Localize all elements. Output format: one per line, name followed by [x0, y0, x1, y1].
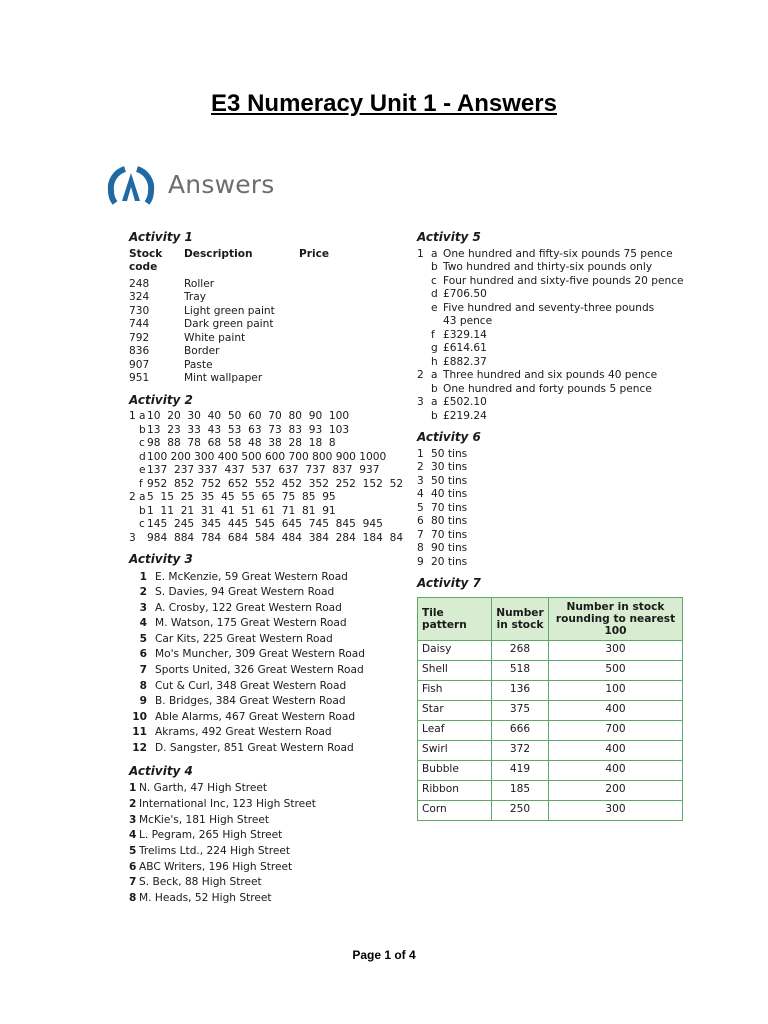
stock-code: 792	[129, 331, 150, 344]
question-number	[417, 329, 431, 343]
list-item	[129, 844, 404, 860]
list-item	[417, 261, 697, 275]
answers-logo-icon	[105, 163, 157, 209]
answer-text: One hundred and fifty-six pounds 75 pence	[443, 247, 673, 260]
number-sequence: 145 245 345 445 545 645 745 845 945	[147, 518, 383, 530]
answer-text: £706.50	[443, 288, 487, 300]
number-sequence: 13 23 33 43 53 63 73 83 93 103	[147, 423, 350, 436]
answer-text: Mo's Muncher, 309 Great Western Road	[155, 648, 365, 661]
part-letter: d	[431, 288, 438, 300]
answer-text: International Inc, 123 High Street	[139, 797, 316, 810]
list-item	[417, 383, 697, 397]
question-number: 7	[139, 664, 147, 677]
answer-text: McKie's, 181 High Street	[139, 813, 270, 826]
part-letter: h	[431, 355, 438, 368]
question-number	[417, 356, 431, 370]
list-item	[129, 570, 404, 586]
part-letter: c	[139, 518, 145, 530]
answer-text: 70 tins	[431, 528, 468, 541]
item-description: Mint wallpaper	[184, 372, 263, 384]
price-header: Price	[299, 247, 330, 260]
activity-5-heading: Activity 5	[417, 230, 481, 244]
list-item	[129, 891, 404, 907]
question-number	[417, 383, 431, 397]
question-number: 6	[129, 860, 137, 873]
activity-1-list	[129, 278, 404, 386]
answer-text: £502.10	[443, 396, 487, 408]
list-item	[417, 448, 697, 462]
answer-text: B. Bridges, 384 Great Western Road	[155, 695, 346, 708]
part-letter: a	[139, 491, 146, 503]
answer-text: Three hundred and six pounds 40 pence	[443, 369, 658, 381]
answer-text: ABC Writers, 196 High Street	[139, 860, 293, 873]
table-row	[418, 740, 683, 760]
answer-text: D. Sangster, 851 Great Western Road	[155, 742, 354, 755]
answer-text: Two hundred and thirty-six pounds only	[443, 261, 653, 273]
list-item	[129, 875, 404, 891]
tile-pattern-header: Tile pattern	[418, 597, 492, 640]
rounded-stock-cell: 400	[549, 700, 683, 720]
tile-pattern-cell: Swirl	[418, 740, 492, 760]
item-description: Border	[184, 345, 220, 357]
list-item	[129, 424, 404, 438]
list-item	[129, 318, 404, 332]
list-item	[129, 491, 404, 505]
answer-text: 90 tins	[431, 542, 468, 554]
list-item	[129, 305, 404, 319]
list-item	[129, 601, 404, 617]
question-number: 3	[139, 601, 147, 614]
activity-7-heading: Activity 7	[417, 576, 481, 590]
number-in-stock-cell: 375	[492, 700, 549, 720]
rounded-stock-cell: 100	[549, 680, 683, 700]
page-title: E3 Numeracy Unit 1 - Answers	[211, 90, 557, 117]
activity-1-header	[129, 248, 404, 261]
answer-text: £219.24	[443, 409, 487, 422]
question-number	[129, 464, 139, 478]
question-number	[417, 315, 431, 329]
part-letter: a	[139, 410, 146, 422]
answer-text: Sports United, 326 Great Western Road	[155, 664, 364, 677]
question-number: 3	[129, 813, 137, 826]
question-number: 4	[129, 829, 137, 842]
answer-text: A. Crosby, 122 Great Western Road	[155, 601, 342, 614]
list-item	[417, 342, 697, 356]
answer-text: 80 tins	[431, 515, 468, 527]
list-item	[417, 515, 697, 529]
question-number: 1	[417, 247, 424, 260]
answer-text: 50 tins	[431, 474, 468, 487]
list-item	[417, 248, 697, 262]
list-item	[129, 532, 404, 546]
table-row	[418, 720, 683, 740]
answer-text: 70 tins	[431, 501, 468, 514]
list-item	[129, 710, 404, 726]
list-item	[129, 813, 404, 829]
rounded-stock-header-line1: Number in stock	[566, 600, 665, 613]
list-item	[129, 332, 404, 346]
question-number: 3	[417, 396, 424, 408]
question-number: 8	[139, 679, 147, 692]
table-row	[418, 700, 683, 720]
stock-code: 907	[129, 358, 150, 371]
list-item	[417, 529, 697, 543]
answer-text: Cut & Curl, 348 Great Western Road	[155, 679, 347, 692]
list-item	[129, 505, 404, 519]
activity-6-list	[417, 448, 697, 570]
number-in-stock-cell: 518	[492, 660, 549, 680]
part-letter: b	[431, 261, 438, 273]
part-letter: c	[431, 274, 437, 287]
number-sequence: 10 20 30 40 50 60 70 80 90 100	[147, 410, 350, 422]
question-number: 2	[139, 586, 147, 599]
tile-pattern-cell: Fish	[418, 680, 492, 700]
list-item	[129, 345, 404, 359]
table-row	[418, 660, 683, 680]
answer-text: 43 pence	[443, 315, 493, 327]
activity-4-heading: Activity 4	[129, 763, 193, 778]
part-letter: e	[139, 464, 146, 476]
list-item	[417, 329, 697, 343]
question-number	[417, 288, 431, 302]
tile-pattern-cell: Shell	[418, 660, 492, 680]
number-in-stock-cell: 185	[492, 780, 549, 800]
question-number: 2	[129, 797, 137, 810]
list-item	[417, 475, 697, 489]
description-header: Description	[184, 247, 253, 260]
question-number: 2	[417, 369, 424, 381]
question-number: 5	[129, 844, 137, 857]
list-item	[129, 585, 404, 601]
tile-pattern-cell: Corn	[418, 800, 492, 820]
question-number: 12	[132, 742, 147, 755]
list-item	[129, 278, 404, 292]
question-number: 1	[129, 782, 137, 795]
number-sequence: 137 237 337 437 537 637 737 837 937	[147, 464, 380, 476]
part-letter: b	[431, 382, 438, 395]
part-letter: a	[431, 247, 438, 260]
question-number: 2	[417, 461, 424, 473]
stock-code: 730	[129, 304, 150, 317]
activity-4-list	[129, 781, 404, 907]
activity-3-heading: Activity 3	[129, 552, 193, 566]
number-sequence: 5 15 25 35 45 55 65 75 85 95	[147, 491, 336, 503]
answer-text: Trelims Ltd., 224 High Street	[139, 844, 291, 857]
question-number	[417, 302, 431, 316]
item-description: Tray	[184, 291, 207, 303]
number-sequence: 984 884 784 684 584 484 384 284 184 84	[147, 531, 404, 544]
item-description: White paint	[184, 331, 246, 344]
list-item	[417, 410, 697, 424]
list-item	[417, 315, 697, 329]
list-item	[129, 464, 404, 478]
list-item	[129, 694, 404, 710]
part-letter: c	[139, 437, 145, 449]
number-in-stock-cell: 666	[492, 720, 549, 740]
rounded-stock-header	[549, 597, 683, 640]
stock-code: 836	[129, 345, 150, 357]
answer-text: M. Watson, 175 Great Western Road	[155, 617, 347, 630]
list-item	[417, 275, 697, 289]
activity-2-heading: Activity 2	[129, 392, 193, 407]
list-item	[129, 291, 404, 305]
activity-2-list	[129, 410, 404, 545]
tile-pattern-cell: Bubble	[418, 760, 492, 780]
item-description: Dark green paint	[184, 318, 274, 330]
answer-text: 20 tins	[431, 555, 468, 568]
answer-text: S. Davies, 94 Great Western Road	[155, 586, 335, 599]
number-sequence: 1 11 21 31 41 51 61 71 81 91	[147, 504, 336, 517]
question-number: 6	[139, 648, 147, 661]
list-item	[129, 741, 404, 757]
tile-pattern-cell: Ribbon	[418, 780, 492, 800]
tile-pattern-cell: Daisy	[418, 640, 492, 660]
page-footer: Page 1 of 4	[352, 948, 416, 962]
answer-text: Akrams, 492 Great Western Road	[155, 726, 332, 739]
rounded-stock-cell: 400	[549, 760, 683, 780]
table-row	[418, 780, 683, 800]
answer-text: £882.37	[443, 355, 487, 368]
answer-text: E. McKenzie, 59 Great Western Road	[155, 570, 348, 583]
stock-code: 951	[129, 372, 150, 384]
question-number	[129, 437, 139, 451]
answer-text: L. Pegram, 265 High Street	[139, 829, 283, 842]
question-number	[417, 342, 431, 356]
item-description: Paste	[184, 358, 213, 371]
part-letter: b	[139, 423, 146, 436]
list-item	[417, 396, 697, 410]
question-number: 5	[139, 632, 147, 645]
answer-text: M. Heads, 52 High Street	[139, 892, 272, 905]
number-in-stock-cell: 419	[492, 760, 549, 780]
list-item	[129, 797, 404, 813]
question-number: 10	[132, 710, 147, 723]
answer-text: S. Beck, 88 High Street	[139, 876, 262, 889]
rounded-stock-cell: 400	[549, 740, 683, 760]
list-item	[417, 369, 697, 383]
question-number: 4	[139, 617, 147, 630]
answer-text: £329.14	[443, 328, 487, 341]
number-in-stock-header-line1: Number	[496, 606, 544, 619]
answer-text: N. Garth, 47 High Street	[139, 782, 268, 795]
stock-code: 744	[129, 318, 150, 330]
number-sequence: 952 852 752 652 552 452 352 252 152 52	[147, 477, 404, 490]
stock-code: 324	[129, 291, 150, 303]
question-number: 3	[129, 531, 136, 544]
rounded-stock-cell: 200	[549, 780, 683, 800]
question-number: 4	[417, 488, 424, 500]
question-number	[129, 424, 139, 438]
question-number	[417, 275, 431, 289]
part-letter: a	[431, 396, 438, 408]
item-description: Light green paint	[184, 304, 275, 317]
question-number	[129, 505, 139, 519]
answers-heading: Answers	[168, 170, 275, 199]
list-item	[129, 828, 404, 844]
question-number	[129, 478, 139, 492]
list-item	[129, 478, 404, 492]
list-item	[129, 372, 404, 386]
question-number: 1	[139, 570, 147, 583]
activity-1-header-line2	[129, 261, 404, 274]
list-item	[129, 410, 404, 424]
activity-5-list	[417, 248, 697, 424]
number-sequence: 100 200 300 400 500 600 700 800 900 1000	[147, 450, 387, 463]
question-number	[129, 451, 139, 465]
activity-3-list	[129, 570, 404, 757]
part-letter: b	[139, 504, 146, 517]
answer-text: Five hundred and seventy-three pounds	[443, 301, 655, 314]
number-in-stock-header	[492, 597, 549, 640]
list-item	[129, 860, 404, 876]
table-row	[418, 680, 683, 700]
answer-text: Able Alarms, 467 Great Western Road	[155, 710, 356, 723]
list-item	[129, 632, 404, 648]
answer-text: Car Kits, 225 Great Western Road	[155, 632, 333, 645]
question-number	[417, 261, 431, 275]
stock-code-header: Stock	[129, 247, 163, 260]
list-item	[129, 781, 404, 797]
number-in-stock-cell: 250	[492, 800, 549, 820]
question-number: 7	[417, 528, 424, 541]
answer-text: 40 tins	[431, 488, 468, 500]
question-number: 9	[139, 695, 147, 708]
list-item	[417, 502, 697, 516]
number-in-stock-cell: 136	[492, 680, 549, 700]
list-item	[129, 725, 404, 741]
table-row	[418, 640, 683, 660]
question-number: 9	[417, 555, 424, 568]
question-number	[129, 518, 139, 532]
tile-stock-table	[417, 597, 683, 821]
part-letter: f	[139, 477, 143, 490]
stock-code-header-line2: code	[129, 260, 158, 273]
activity-1-heading: Activity 1	[129, 230, 193, 244]
answer-text: 30 tins	[431, 461, 468, 473]
question-number: 1	[417, 447, 424, 460]
item-description: Roller	[184, 277, 215, 290]
rounded-stock-cell: 300	[549, 800, 683, 820]
question-number: 8	[129, 892, 137, 905]
question-number: 6	[417, 515, 424, 527]
tile-pattern-cell: Leaf	[418, 720, 492, 740]
tile-stock-table-body	[418, 640, 683, 820]
table-row	[418, 760, 683, 780]
list-item	[417, 302, 697, 316]
part-letter: e	[431, 301, 438, 314]
number-in-stock-header-line2: in stock	[496, 618, 544, 631]
part-letter: d	[139, 450, 146, 463]
part-letter: g	[431, 342, 438, 354]
activity-6-heading: Activity 6	[417, 430, 481, 444]
answer-text: £614.61	[443, 342, 487, 354]
list-item	[417, 356, 697, 370]
list-item	[417, 488, 697, 502]
rounded-stock-cell: 700	[549, 720, 683, 740]
tile-pattern-cell: Star	[418, 700, 492, 720]
question-number: 1	[129, 410, 136, 422]
part-letter: f	[431, 328, 435, 341]
number-in-stock-cell: 372	[492, 740, 549, 760]
part-letter	[139, 532, 147, 546]
question-number: 5	[417, 501, 424, 514]
list-item	[129, 518, 404, 532]
table-row	[418, 800, 683, 820]
list-item	[129, 647, 404, 663]
table-header-row	[418, 597, 683, 640]
number-sequence: 98 88 78 68 58 48 38 28 18 8	[147, 437, 336, 449]
list-item	[129, 437, 404, 451]
rounded-stock-cell: 300	[549, 640, 683, 660]
question-number: 11	[132, 726, 147, 739]
list-item	[129, 451, 404, 465]
list-item	[129, 663, 404, 679]
answer-text: Four hundred and sixty-five pounds 20 pence	[443, 274, 684, 287]
list-item	[417, 461, 697, 475]
question-number: 8	[417, 542, 424, 554]
part-letter	[431, 315, 443, 329]
list-item	[129, 616, 404, 632]
part-letter: b	[431, 409, 438, 422]
question-number	[417, 410, 431, 424]
stock-code: 248	[129, 277, 150, 290]
question-number: 7	[129, 876, 137, 889]
rounded-stock-header-line2: rounding to nearest 100	[555, 612, 676, 637]
left-column	[129, 231, 404, 907]
right-column	[417, 231, 697, 821]
question-number: 3	[417, 474, 424, 487]
part-letter: a	[431, 369, 438, 381]
list-item	[417, 288, 697, 302]
list-item	[129, 359, 404, 373]
answer-text: 50 tins	[431, 447, 468, 460]
list-item	[129, 679, 404, 695]
number-in-stock-cell: 268	[492, 640, 549, 660]
list-item	[417, 556, 697, 570]
list-item	[417, 542, 697, 556]
answer-text: One hundred and forty pounds 5 pence	[443, 382, 652, 395]
rounded-stock-cell: 500	[549, 660, 683, 680]
question-number: 2	[129, 491, 136, 503]
